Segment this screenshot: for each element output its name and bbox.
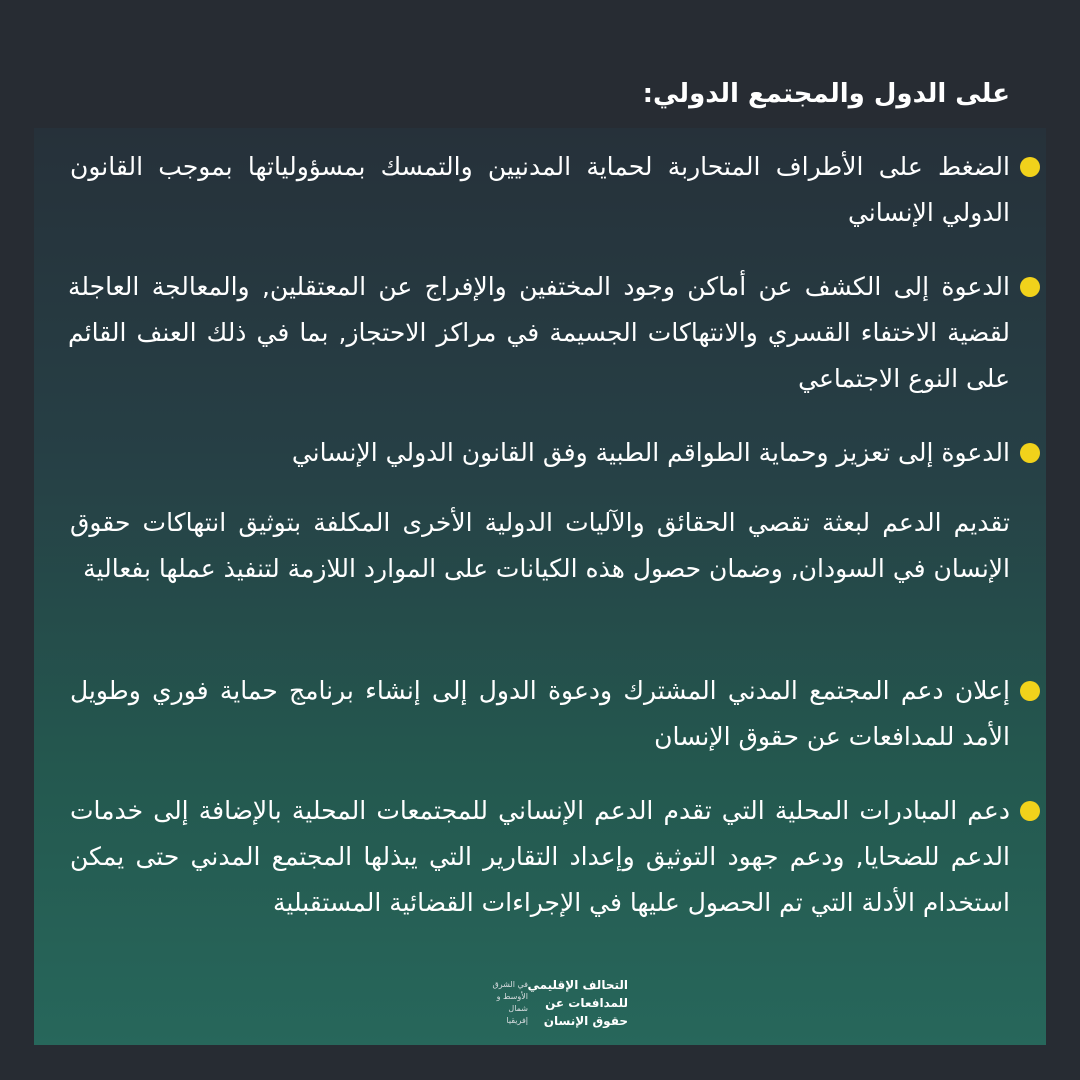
bullet-icon bbox=[1020, 801, 1040, 821]
logo-line: للمدافعات عن bbox=[545, 996, 628, 1010]
logo-line: حقوق الإنسان bbox=[543, 1014, 628, 1028]
list-item: الدعوة إلى تعزيز وحماية الطواقم الطبية وفق القانون الدولي الإنساني bbox=[291, 438, 1010, 467]
list-item: دعم المبادرات المحلية التي تقدم الدعم الإنساني للمجتمعات المحلية بالإضافة إلى خدمات الدعم للضحايا, ودعم جهود التوثيق وإعداد التقارير التي يبذلها المجتمع المدني حتى يمكن استخدام الأدلة التي تم الحصول عليها في الإجراءات القضائية المستقبلية bbox=[70, 796, 1010, 917]
list-item: إعلان دعم المجتمع المدني المشترك ودعوة الدول إلى إنشاء برنامج حماية فوري وطويل الأمد للمدافعات عن حقوق الإنسان bbox=[70, 676, 1010, 751]
section-heading: على الدول والمجتمع الدولي: bbox=[642, 79, 1010, 109]
bullet-icon bbox=[1020, 681, 1040, 701]
bullet-icon bbox=[1020, 157, 1040, 177]
logo-line: التحالف الإقليمي bbox=[527, 978, 628, 992]
coalition-logo bbox=[440, 976, 640, 1036]
list-item: تقديم الدعم لبعثة تقصي الحقائق والآليات الدولية الأخرى المكلفة بتوثيق انتهاكات حقوق الإنسان في السودان, وضمان حصول هذه الكيانات على الموارد اللازمة لتنفيذ عملها بفعالية bbox=[70, 508, 1010, 583]
logo-subtext: الأوسط و bbox=[496, 992, 528, 1001]
logo-subtext: شمال bbox=[508, 1004, 528, 1013]
logo-subtext: إفريقيا bbox=[506, 1016, 528, 1025]
bullet-icon bbox=[1020, 443, 1040, 463]
list-item: الدعوة إلى الكشف عن أماكن وجود المختفين والإفراج عن المعتقلين, والمعالجة العاجلة لقضية الاختفاء القسري والانتهاكات الجسيمة في مراكز الاحتجاز, بما في ذلك العنف القائم على النوع الاجتماعي bbox=[68, 272, 1010, 393]
list-item: الضغط على الأطراف المتحاربة لحماية المدنيين والتمسك بمسؤولياتها بموجب القانون الدولي الإنساني bbox=[70, 152, 1010, 227]
bullet-icon bbox=[1020, 277, 1040, 297]
logo-subtext: في الشرق bbox=[492, 980, 528, 989]
